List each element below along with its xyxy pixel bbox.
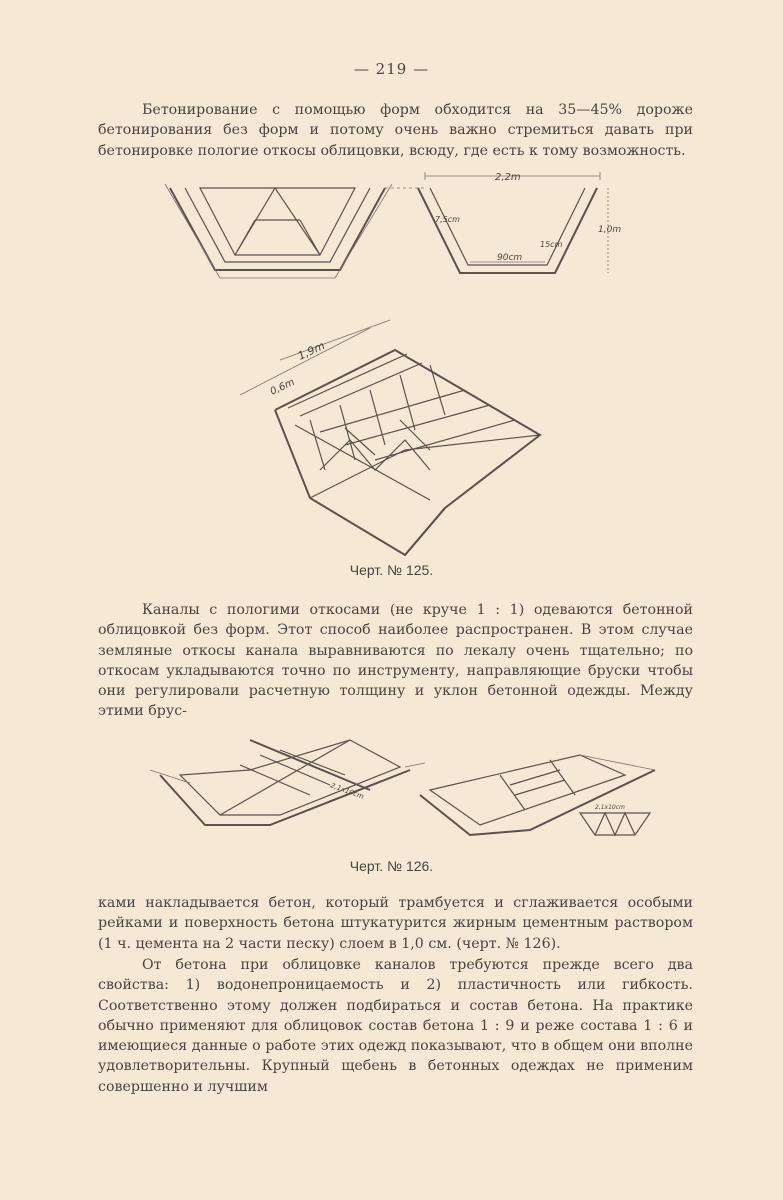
paragraph-4: От бетона при облицовке каналов требуются прежде всего два свойства: 1) водонепроницаемость и 2) пластичность или гибкость. Соответственно этому должен подбираться и состав бетона. На практике обычно применяют для облицовок состав бетона 1 : 9 и реже состава 1 : 6 и имеющиеся данные о работе этих одежд показывают, что в общем они вполне удовлетворительны. Крупный щебень в бетонных одеждах не применим совершенно и лучшим <box>98 957 693 1095</box>
fig125-dim-corner: 15cm <box>540 240 563 249</box>
paragraph-1: Бетонирование с помощью форм обходится на 35—45% дороже бетонирования без форм и потому очень важно стремиться давать при бетонировке пологие откосы облицовки, всюду, где есть к тому возможность. <box>98 102 693 159</box>
fig125-dim-bottom: 90cm <box>497 253 523 263</box>
fig126-label-b: 2,1x10cm <box>595 804 625 811</box>
fig125-section-right <box>418 172 621 273</box>
fig125-dim-wall: 7,5cm <box>435 215 460 224</box>
fig125-dim-top: 2,2m <box>495 172 521 183</box>
paragraph-3: ками накладывается бетон, который трамбуется и сглаживается особыми рейками и поверхность бетона штукатурится жирным цементным раствором (1 ч. цемента на 2 части песку) слоем в 1,0 см. (черт. № 126). <box>98 895 693 952</box>
fig126-left-canal <box>150 740 425 825</box>
figure-126 <box>150 715 670 845</box>
figure-125 <box>160 170 640 570</box>
paragraph-2: Каналы с пологими откосами (не круче 1 : 1) одеваются бетонной облицовкой без форм. Этот способ наиболее распространен. В этом случае земляные откосы канала выравниваются по лекалу очень тщательно; по откосам укладываются точно по инструменту, направляющие бруски чтобы они регулировали расчетную толщину и уклон бетонной одежды. Между этими брус- <box>98 602 693 720</box>
fig125-section-left <box>165 184 425 278</box>
fig125-formwork-frame <box>240 320 540 555</box>
figure-126-caption: Черт. № 126. <box>349 858 434 874</box>
fig126-cross-section <box>580 804 650 835</box>
fig125-dim-depth: 1,0m <box>598 225 622 235</box>
fig125-dim-length: 1,9m <box>295 339 327 363</box>
figure-125-caption: Черт. № 125. <box>349 562 434 578</box>
fig125-dim-side: 0,6m <box>268 376 297 398</box>
fig126-right-canal <box>420 755 655 835</box>
fig126-label-a: 2,1x10cm <box>329 781 365 801</box>
page-number: — 219 — <box>353 60 430 78</box>
